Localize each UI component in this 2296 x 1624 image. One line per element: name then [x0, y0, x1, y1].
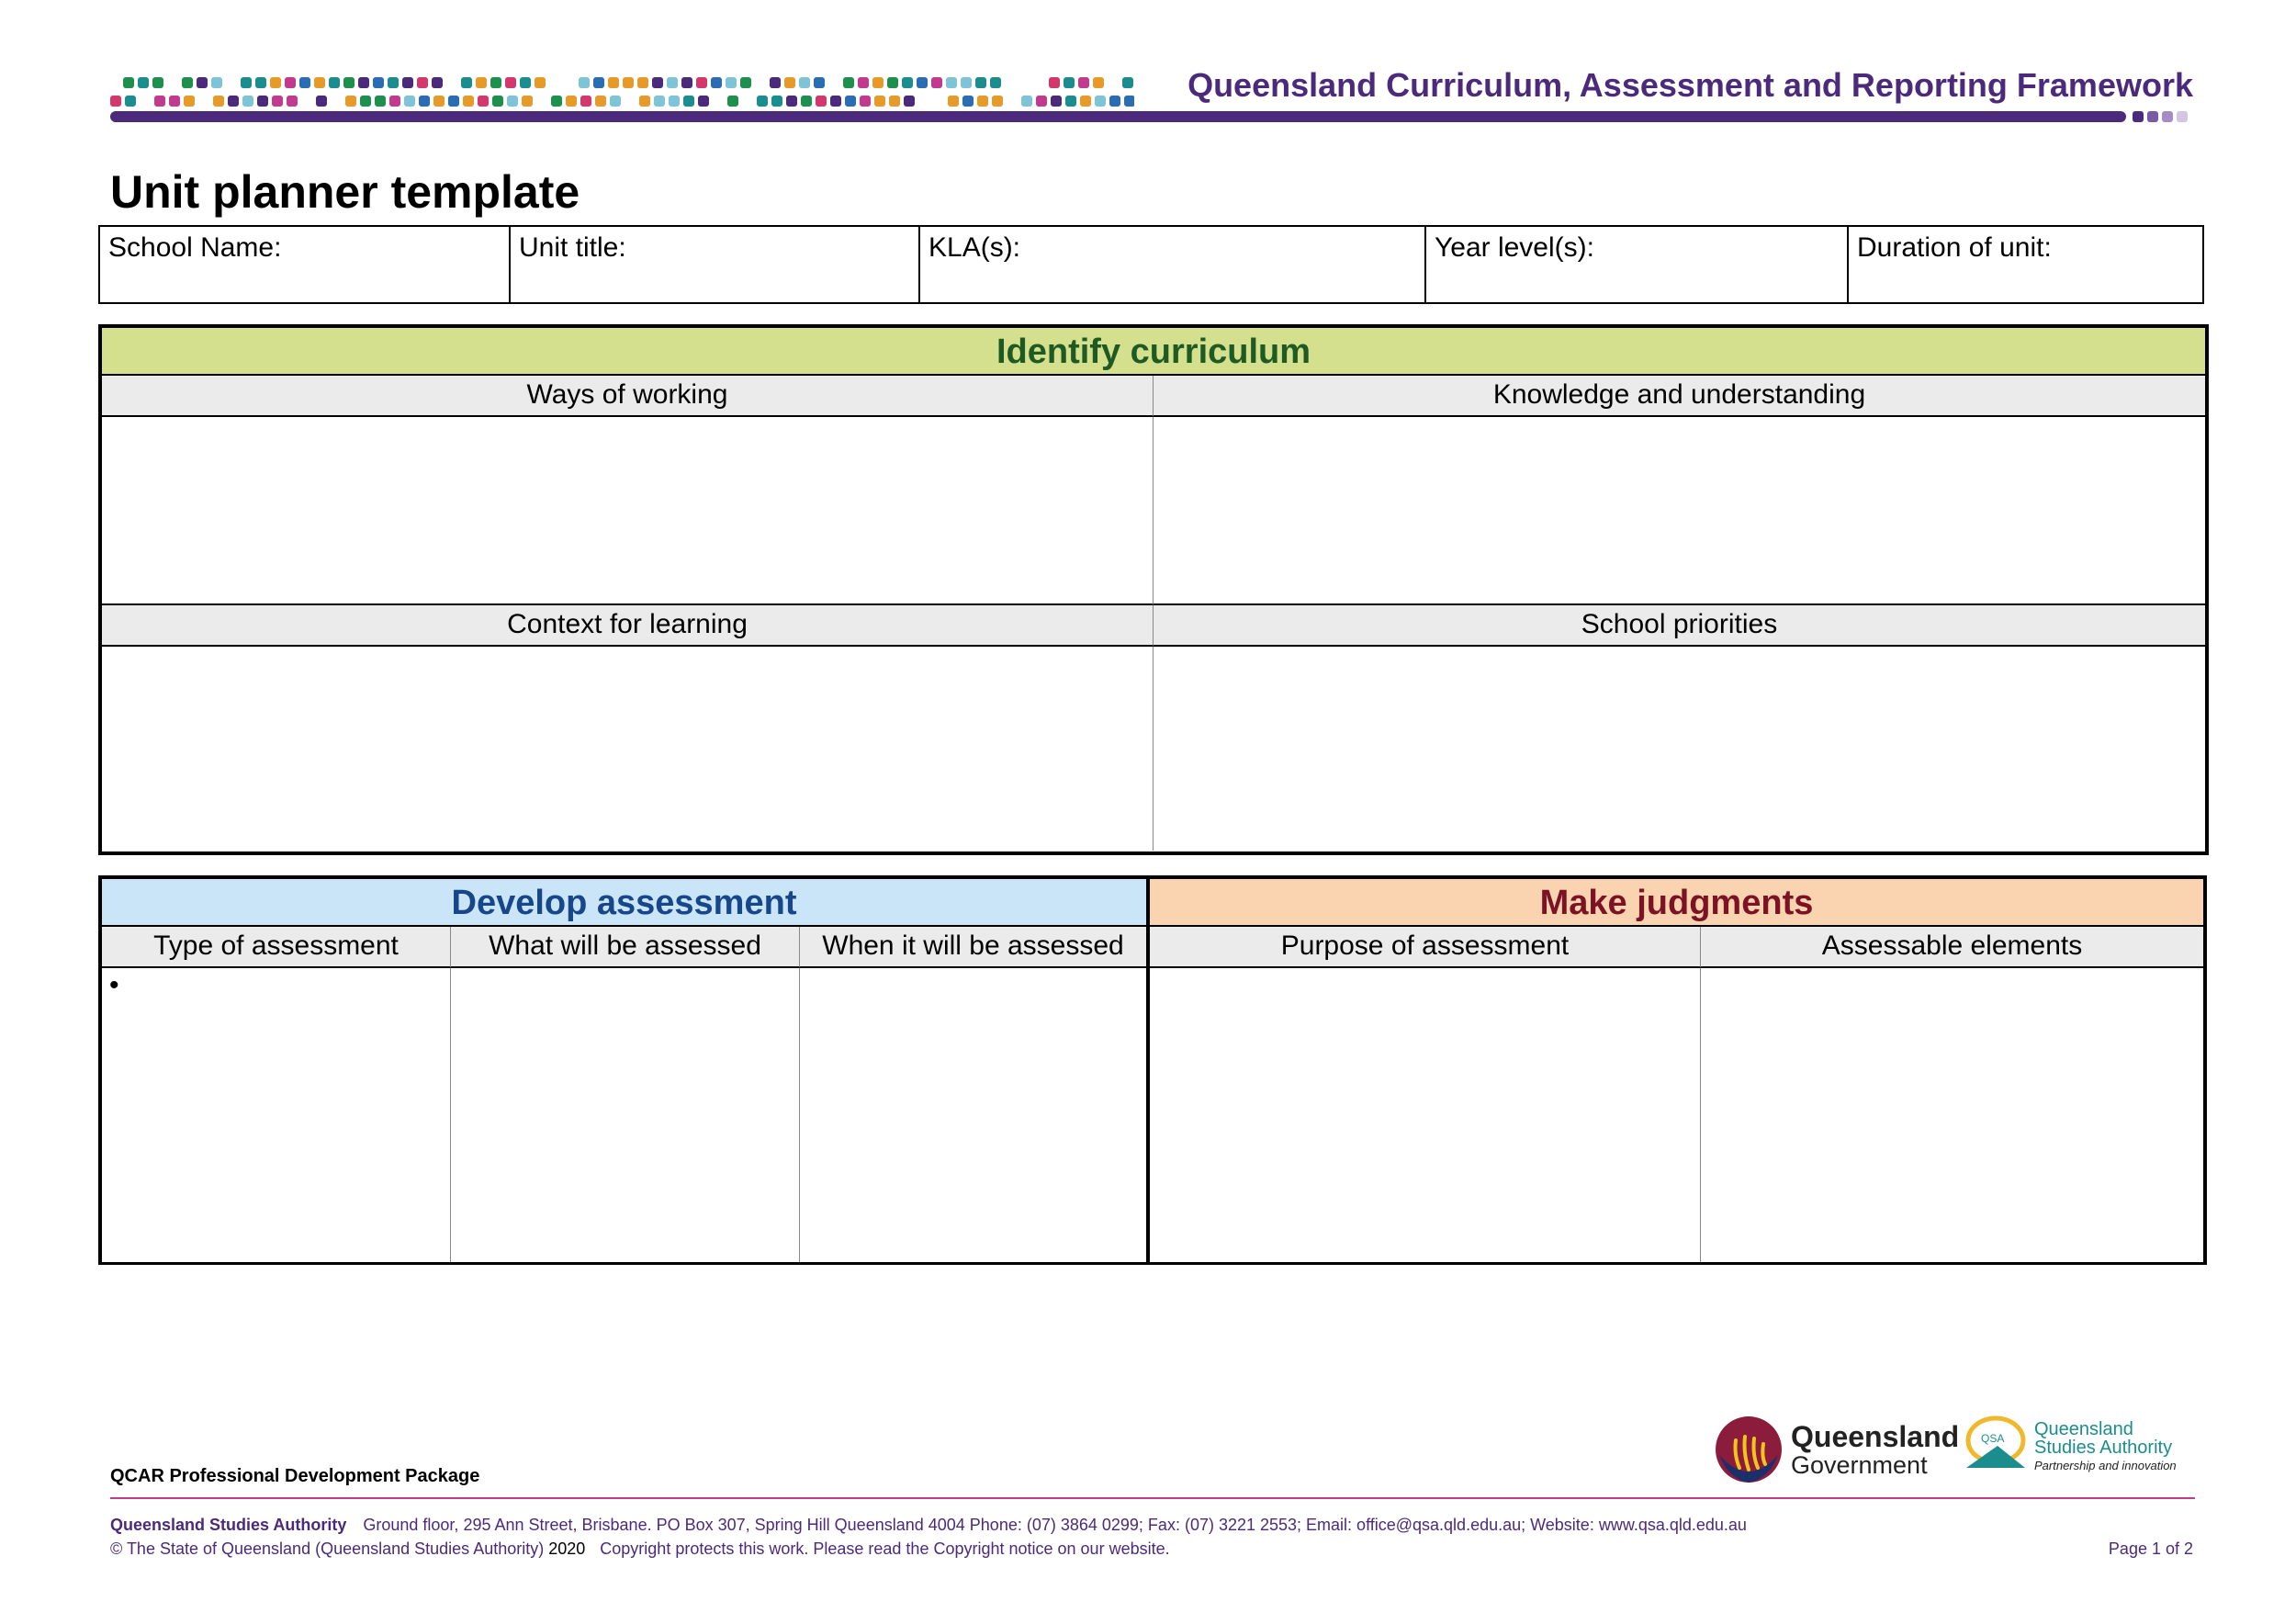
bar-dot	[2177, 111, 2188, 122]
pattern-dot	[711, 77, 722, 88]
type-of-assessment-header: Type of assessment	[102, 927, 451, 968]
duration-field[interactable]	[1848, 226, 2203, 303]
pattern-dot	[637, 77, 648, 88]
when-assessed-header: When it will be assessed	[800, 927, 1146, 968]
page-number: Page 1 of 2	[2108, 1539, 2193, 1558]
copyright-text: © The State of Queensland (Queensland Studies Authority)	[110, 1539, 545, 1558]
pattern-dot	[360, 96, 371, 107]
pattern-dot	[507, 96, 518, 107]
school-name-field[interactable]	[99, 226, 510, 303]
identify-curriculum-heading: Identify curriculum	[102, 328, 2205, 376]
footer-address	[110, 1516, 1747, 1535]
pattern-dot	[669, 96, 680, 107]
qsa-tagline: Partnership and innovation	[2034, 1459, 2177, 1472]
bar-dot	[2147, 111, 2158, 122]
school-name-label: School Name:	[108, 232, 282, 263]
pattern-dot	[242, 96, 253, 107]
pattern-dot	[975, 77, 986, 88]
pattern-dot	[654, 96, 665, 107]
qsa-swoosh-icon	[1961, 1413, 2031, 1479]
pattern-dot	[1122, 77, 1133, 88]
pattern-dot	[110, 96, 121, 107]
priorities-header: School priorities	[1154, 605, 2205, 647]
pattern-dot	[463, 96, 474, 107]
decorative-dot-pattern	[110, 75, 1134, 112]
pattern-dot	[830, 96, 841, 107]
knowledge-header: Knowledge and understanding	[1154, 376, 2205, 417]
make-judgments-heading: Make judgments	[1150, 879, 2203, 927]
pattern-dot	[667, 77, 678, 88]
footer-address-text: Ground floor, 295 Ann Street, Brisbane. PO Box 307, Spring Hill Queensland 4004 Phone: (07) 3864 0299; Fax: (07) 3221 2553; Email: office@qsa.qld.edu.au; Website: www.qsa.qld.edu.au	[363, 1516, 1747, 1534]
pattern-dot	[845, 96, 856, 107]
unit-title-field[interactable]	[510, 226, 919, 303]
pattern-dot	[1049, 77, 1060, 88]
pattern-dot	[860, 96, 871, 107]
pattern-dot	[522, 96, 533, 107]
pattern-dot	[1051, 96, 1062, 107]
pattern-dot	[478, 96, 489, 107]
pattern-dot	[343, 77, 355, 88]
pattern-dot	[816, 96, 827, 107]
pattern-dot	[388, 77, 399, 88]
qsa-line1: Queensland	[2034, 1419, 2133, 1439]
pattern-dot	[125, 96, 136, 107]
pattern-dot	[448, 96, 459, 107]
pattern-dot	[184, 96, 195, 107]
pattern-dot	[872, 77, 884, 88]
pattern-dot	[314, 77, 325, 88]
footer-copyright	[110, 1539, 1170, 1559]
pattern-dot	[272, 96, 283, 107]
copyright-note: Copyright protects this work. Please read the Copyright notice on our website.	[600, 1539, 1170, 1558]
pattern-dot	[786, 96, 797, 107]
pattern-dot	[1036, 96, 1047, 107]
pattern-dot	[154, 96, 165, 107]
pattern-dot	[255, 77, 266, 88]
pattern-dot	[902, 77, 913, 88]
year-level-field[interactable]	[1425, 226, 1848, 303]
pattern-dot	[784, 77, 795, 88]
pattern-dot	[375, 96, 386, 107]
pattern-dot	[182, 77, 193, 88]
pattern-dot	[652, 77, 663, 88]
pattern-dot	[505, 77, 516, 88]
pattern-dot	[228, 96, 239, 107]
pattern-dot	[727, 96, 738, 107]
package-label: QCAR Professional Development Package	[110, 1466, 480, 1486]
pattern-dot	[566, 96, 577, 107]
pattern-dot	[843, 77, 854, 88]
priorities-cell[interactable]	[1154, 647, 2205, 851]
pattern-dot	[270, 77, 281, 88]
pattern-dot	[992, 96, 1003, 107]
pattern-dot	[726, 77, 737, 88]
what-assessed-header: What will be assessed	[451, 927, 800, 968]
assessment-section	[98, 875, 2207, 1265]
pattern-dot	[887, 77, 898, 88]
pattern-dot	[580, 96, 591, 107]
pattern-dot	[358, 77, 369, 88]
pattern-dot	[152, 77, 163, 88]
develop-assessment-panel	[102, 879, 1150, 1261]
pattern-dot	[419, 96, 430, 107]
pattern-dot	[345, 96, 356, 107]
pattern-dot	[801, 96, 812, 107]
pattern-dot	[946, 77, 957, 88]
ways-of-working-header: Ways of working	[102, 376, 1154, 417]
qsa-line2: Studies Authority	[2034, 1438, 2173, 1458]
pattern-dot	[490, 77, 501, 88]
pattern-dot	[1021, 96, 1032, 107]
pattern-dot	[814, 77, 825, 88]
pattern-dot	[285, 77, 296, 88]
what-assessed-cell[interactable]	[451, 968, 800, 1262]
bar-dot	[2133, 111, 2144, 122]
pattern-dot	[404, 96, 415, 107]
pattern-dot	[287, 96, 298, 107]
pattern-dot	[579, 77, 590, 88]
pattern-dot	[123, 77, 134, 88]
unit-info-table	[98, 225, 2204, 304]
assessable-elements-cell[interactable]	[1701, 968, 2203, 1262]
pattern-dot	[948, 96, 959, 107]
pattern-dot	[551, 96, 562, 107]
pattern-dot	[696, 77, 707, 88]
knowledge-cell[interactable]	[1154, 417, 2205, 605]
pattern-dot	[432, 77, 443, 88]
pattern-dot	[213, 96, 224, 107]
duration-label: Duration of unit:	[1857, 232, 2052, 263]
page-title: Unit planner template	[110, 166, 580, 218]
qsa-logo-text: QSA	[1981, 1432, 2005, 1445]
identify-curriculum-section	[98, 324, 2209, 855]
pattern-dot	[858, 77, 869, 88]
copyright-year: 2020	[548, 1539, 586, 1558]
bullet-point: •	[109, 970, 119, 1000]
footer-org: Queensland Studies Authority	[110, 1516, 347, 1534]
qsa-logo	[1961, 1413, 2177, 1479]
pattern-dot	[169, 96, 180, 107]
pattern-dot	[698, 96, 709, 107]
header-bar	[110, 111, 2126, 122]
pattern-dot	[1109, 96, 1120, 107]
pattern-dot	[1078, 77, 1089, 88]
pattern-dot	[535, 77, 546, 88]
pattern-dot	[608, 77, 619, 88]
pattern-dot	[889, 96, 900, 107]
year-level-label: Year level(s):	[1435, 232, 1594, 263]
pattern-dot	[1064, 77, 1075, 88]
header-bar-dots	[2133, 111, 2188, 122]
footer-divider	[110, 1497, 2195, 1499]
pattern-dot	[138, 77, 149, 88]
pattern-dot	[799, 77, 810, 88]
pattern-dot	[740, 77, 751, 88]
pattern-dot	[1093, 77, 1104, 88]
pattern-dot	[683, 96, 694, 107]
pattern-dot	[977, 96, 988, 107]
pattern-dot	[433, 96, 445, 107]
make-judgments-panel	[1150, 879, 2203, 1261]
pattern-dot	[520, 77, 531, 88]
pattern-dot	[681, 77, 692, 88]
pattern-dot	[1095, 96, 1106, 107]
qld-gov-line2: Government	[1791, 1450, 1928, 1479]
pattern-dot	[593, 77, 604, 88]
type-of-assessment-cell[interactable]	[102, 968, 451, 1262]
pattern-dot	[197, 77, 208, 88]
queensland-government-logo	[1714, 1415, 1959, 1484]
context-cell[interactable]	[102, 647, 1154, 851]
pattern-dot	[329, 77, 340, 88]
develop-assessment-heading: Develop assessment	[102, 879, 1146, 927]
pattern-dot	[931, 77, 942, 88]
pattern-dot	[990, 77, 1001, 88]
pattern-dot	[771, 96, 782, 107]
pattern-dot	[476, 77, 487, 88]
pattern-dot	[917, 77, 928, 88]
pattern-dot	[1080, 96, 1091, 107]
pattern-dot	[961, 77, 972, 88]
pattern-dot	[595, 96, 606, 107]
framework-title: Queensland Curriculum, Assessment and Reporting Framework	[1187, 66, 2193, 104]
pattern-dot	[241, 77, 252, 88]
pattern-dot	[417, 77, 428, 88]
qld-crest-icon	[1714, 1415, 1784, 1484]
pattern-dot	[904, 96, 915, 107]
pattern-dot	[492, 96, 503, 107]
pattern-dot	[874, 96, 885, 107]
pattern-dot	[299, 77, 310, 88]
pattern-dot	[402, 77, 413, 88]
pattern-dot	[257, 96, 268, 107]
pattern-dot	[962, 96, 974, 107]
qld-gov-line1: Queensland	[1791, 1419, 1960, 1453]
ways-of-working-cell[interactable]	[102, 417, 1154, 605]
purpose-header: Purpose of assessment	[1150, 927, 1701, 968]
context-header: Context for learning	[102, 605, 1154, 647]
pattern-dot	[757, 96, 768, 107]
pattern-dot	[316, 96, 327, 107]
pattern-dot	[461, 77, 472, 88]
purpose-cell[interactable]	[1150, 968, 1701, 1262]
pattern-dot	[623, 77, 634, 88]
kla-field[interactable]	[919, 226, 1425, 303]
kla-label: KLA(s):	[929, 232, 1021, 263]
unit-title-label: Unit title:	[519, 232, 626, 263]
pattern-dot	[1065, 96, 1076, 107]
bar-dot	[2162, 111, 2173, 122]
pattern-dot	[770, 77, 781, 88]
pattern-dot	[610, 96, 621, 107]
pattern-dot	[639, 96, 650, 107]
pattern-dot	[389, 96, 400, 107]
assessable-elements-header: Assessable elements	[1701, 927, 2203, 968]
when-assessed-cell[interactable]	[800, 968, 1146, 1262]
pattern-dot	[211, 77, 222, 88]
pattern-dot	[373, 77, 384, 88]
pattern-dot	[1124, 96, 1134, 107]
